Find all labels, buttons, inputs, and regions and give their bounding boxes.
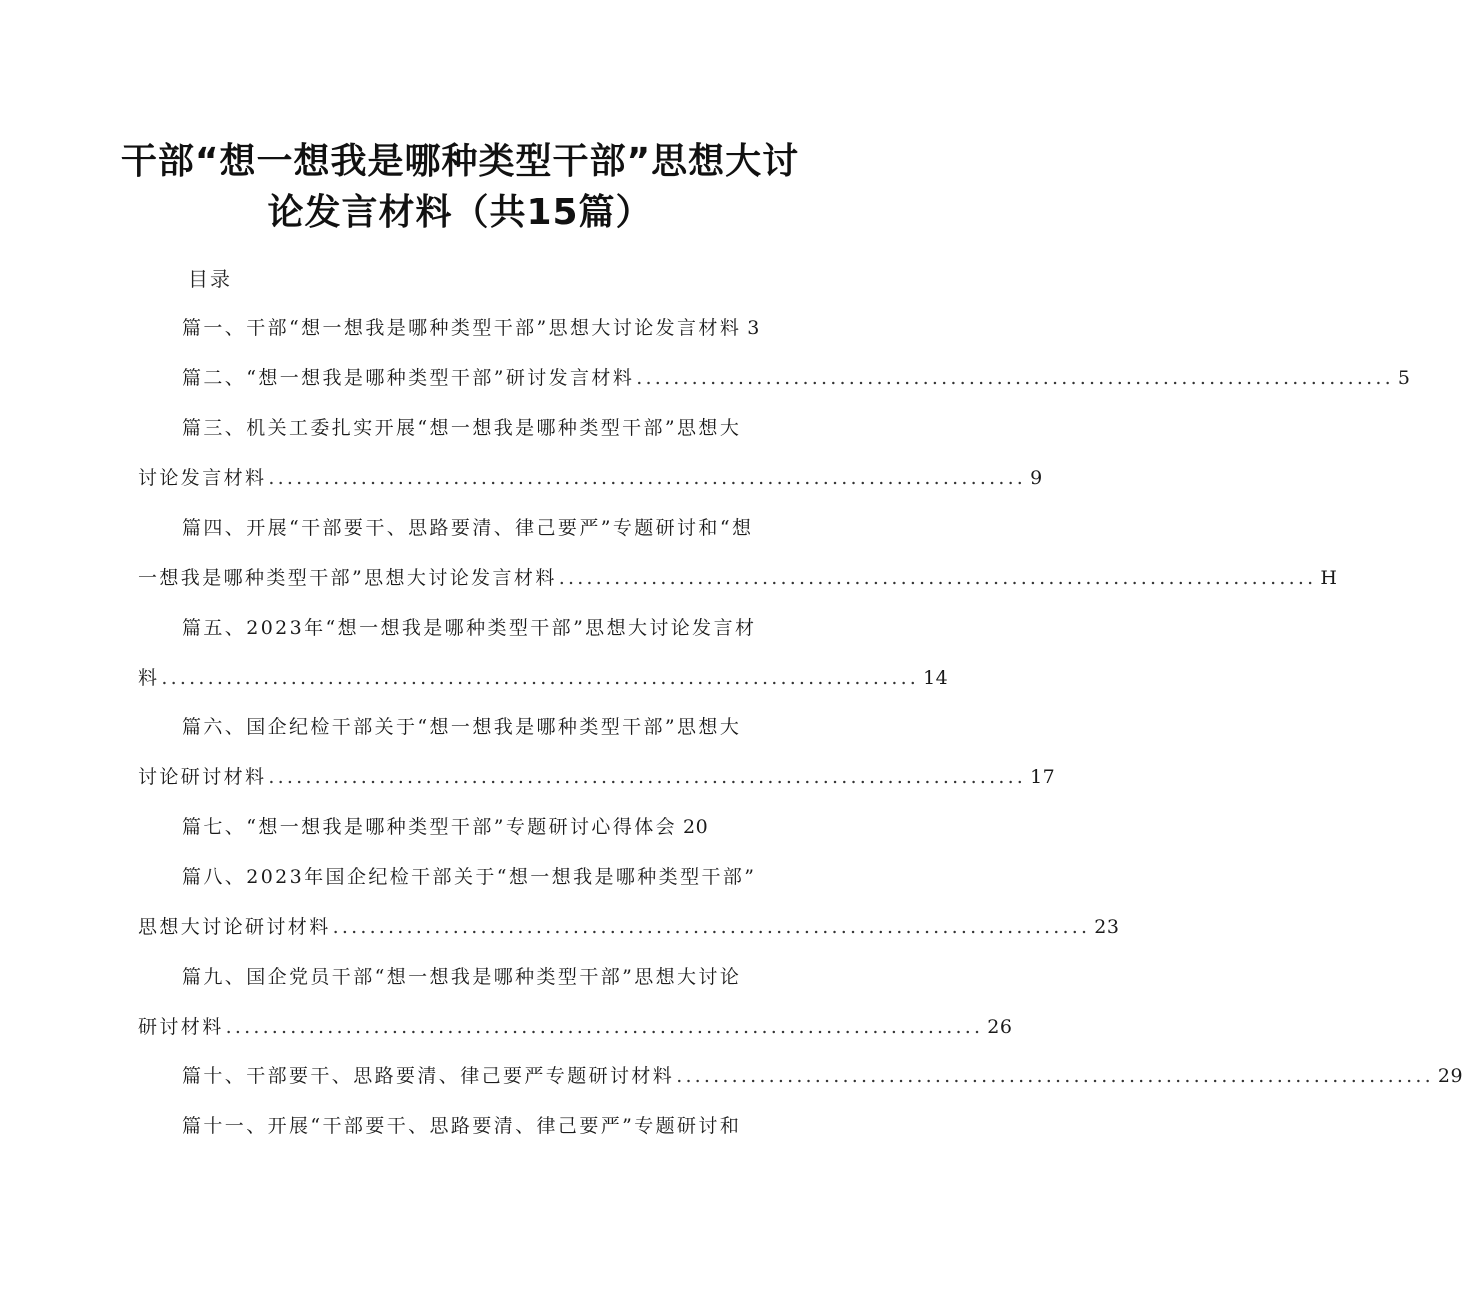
- toc-entry-8-line-2[interactable]: [138, 912, 1120, 942]
- toc-entry-4-line-2[interactable]: [138, 563, 1338, 593]
- toc-entry-9-line-1[interactable]: 篇九、国企党员干部“想一想我是哪种类型干部”思想大讨论: [182, 966, 742, 988]
- document-title-line-2: 论发言材料（共15篇）: [267, 192, 653, 233]
- document-title-line-1: 干部“想一想我是哪种类型干部”思想大讨: [120, 141, 800, 182]
- toc-entry-10-text: 篇十、干部要干、思路要清、律己要严专题研讨材料: [182, 1065, 675, 1087]
- toc-entry-1-text: 篇一、干部“想一想我是哪种类型干部”思想大讨论发言材料: [182, 317, 742, 339]
- toc-entry-9-line-2[interactable]: [138, 1012, 1013, 1042]
- toc-entry-5-line-1[interactable]: 篇五、2023年“想一想我是哪种类型干部”思想大讨论发言材: [182, 617, 757, 639]
- toc-entry-7-page: 20: [683, 816, 709, 838]
- toc-entry-6-line-1[interactable]: 篇六、国企纪检干部关于“想一想我是哪种类型干部”思想大: [182, 716, 742, 738]
- toc-entry-10[interactable]: [182, 1061, 1463, 1091]
- toc-entry-5-line-2[interactable]: [138, 663, 949, 693]
- toc-entry-8-page: 23: [1094, 916, 1120, 938]
- toc-entry-6-line-2[interactable]: [138, 762, 1056, 792]
- dot-leader: ..................................................................................: [558, 567, 1317, 589]
- toc-entry-9-text: 研讨材料: [138, 1016, 224, 1038]
- dot-leader: ..................................................................................: [161, 667, 920, 689]
- toc-entry-2-page: 5: [1397, 367, 1411, 389]
- toc-entry-7-text: 篇七、“想一想我是哪种类型干部”专题研讨心得体会: [182, 816, 678, 838]
- toc-heading: 目录: [188, 267, 232, 291]
- dot-leader: ..................................................................................: [636, 367, 1394, 389]
- dot-leader: ..................................................................................: [268, 766, 1027, 788]
- dot-leader: ..................................................................................: [225, 1016, 984, 1038]
- toc-entry-4-text: 一想我是哪种类型干部”思想大讨论发言材料: [138, 567, 557, 589]
- toc-entry-1-page: 3: [747, 317, 760, 339]
- toc-entry-11-line-1[interactable]: 篇十一、开展“干部要干、思路要清、律己要严”专题研讨和: [182, 1115, 742, 1137]
- toc-entry-6-page: 17: [1030, 766, 1056, 788]
- toc-entry-1[interactable]: [182, 313, 768, 343]
- toc-entry-4-line-1[interactable]: 篇四、开展“干部要干、思路要清、律己要严”专题研讨和“想: [182, 517, 754, 539]
- dot-leader: ..................................................................................: [268, 467, 1027, 489]
- toc-entry-10-page: 29: [1437, 1065, 1463, 1087]
- toc-entry-3-line-2[interactable]: [138, 463, 1043, 493]
- toc-entry-3-text: 讨论发言材料: [138, 467, 267, 489]
- toc-entry-8-line-1[interactable]: 篇八、2023年国企纪检干部关于“想一想我是哪种类型干部”: [182, 866, 757, 888]
- toc-entry-2[interactable]: [182, 363, 1411, 393]
- toc-entry-5-text: 料: [138, 667, 160, 689]
- dot-leader: ..................................................................................: [676, 1065, 1434, 1087]
- toc-entry-9-page: 26: [987, 1016, 1013, 1038]
- toc-entry-3-page: 9: [1030, 467, 1043, 489]
- toc-entry-6-text: 讨论研讨材料: [138, 766, 267, 788]
- toc-entry-7[interactable]: [182, 812, 768, 842]
- toc-entry-8-text: 思想大讨论研讨材料: [138, 916, 331, 938]
- toc-entry-2-text: 篇二、“想一想我是哪种类型干部”研讨发言材料: [182, 367, 635, 389]
- toc-entry-5-page: 14: [923, 667, 949, 689]
- dot-leader: ..................................................................................: [332, 916, 1091, 938]
- toc-entry-3-line-1[interactable]: 篇三、机关工委扎实开展“想一想我是哪种类型干部”思想大: [182, 417, 742, 439]
- toc-entry-4-page: H: [1320, 567, 1338, 589]
